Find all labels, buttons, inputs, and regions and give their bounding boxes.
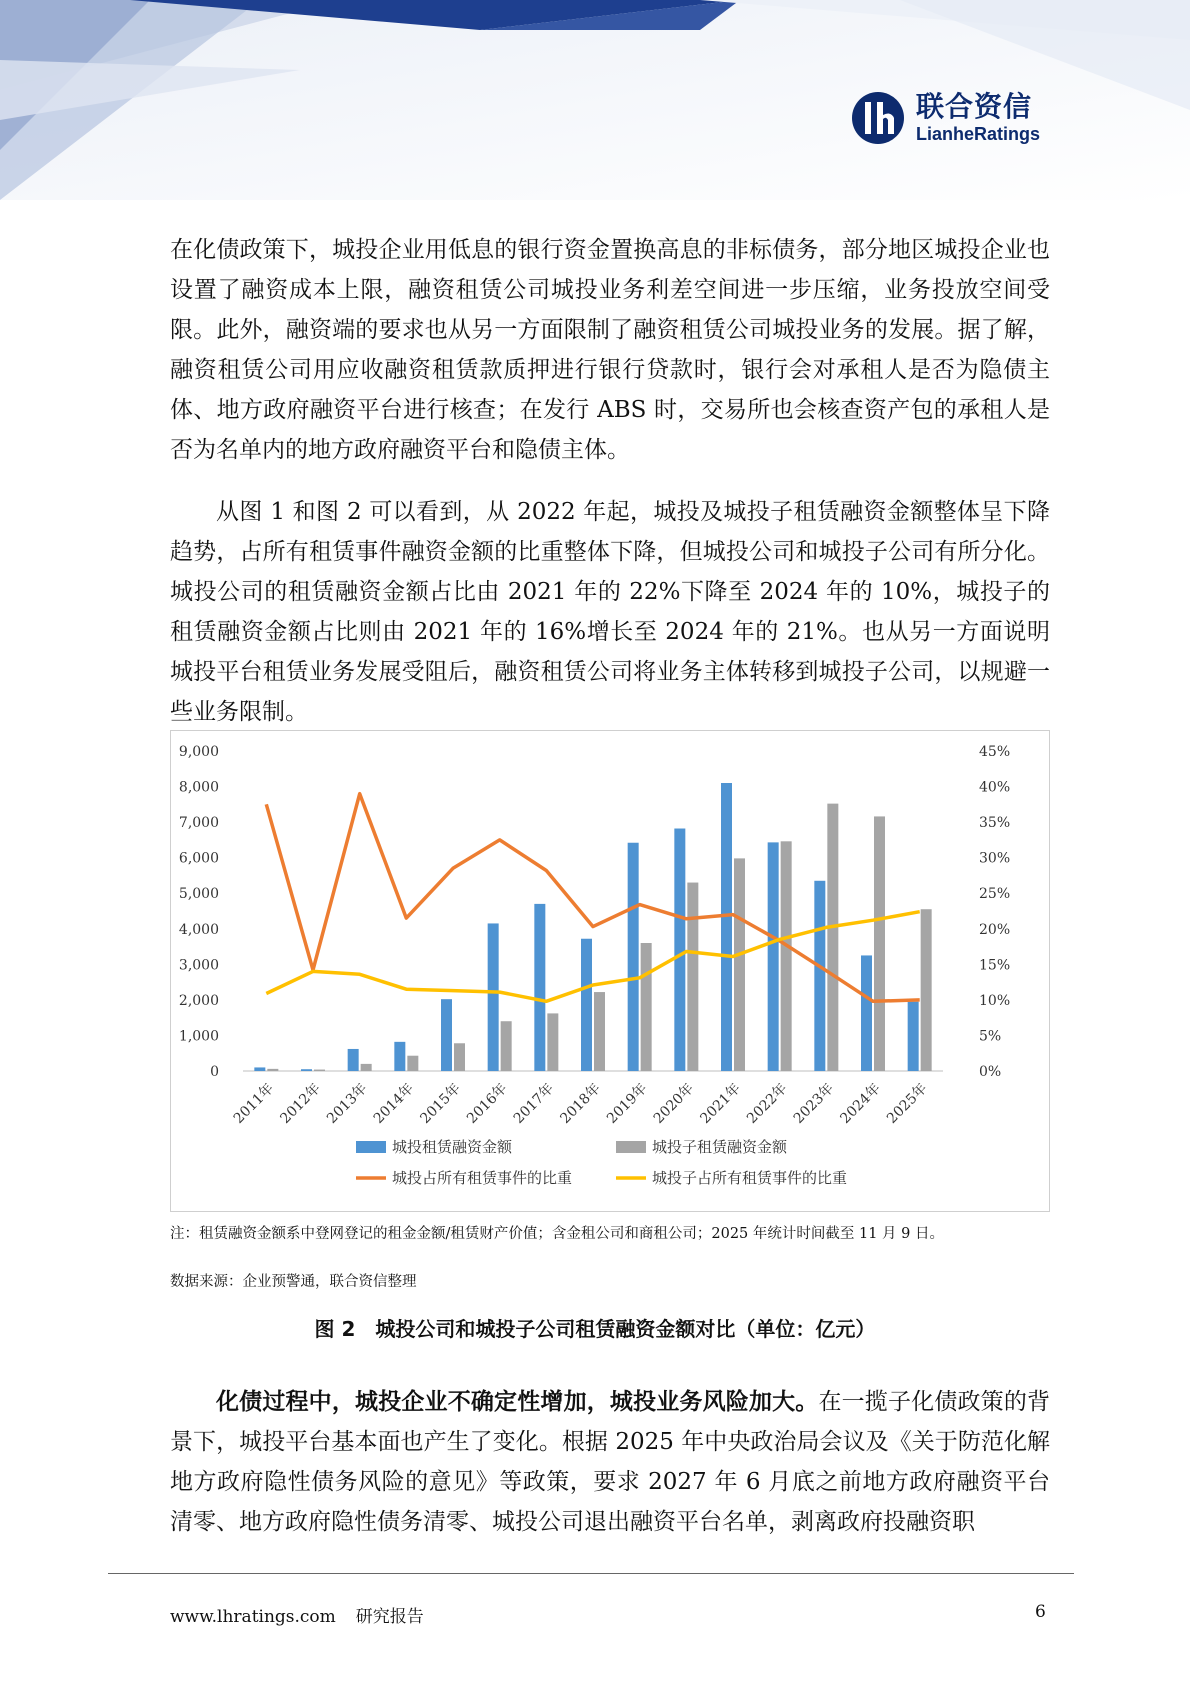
x-axis-tick-label: 2015年 — [417, 1080, 464, 1127]
logo-chinese-name: 联合资信 — [916, 90, 1033, 123]
x-axis-tick-label: 2023年 — [790, 1080, 838, 1127]
x-axis-tick-label: 2020年 — [650, 1080, 698, 1127]
right-axis-tick-label: 5% — [979, 1028, 1002, 1045]
combo-chart — [171, 731, 1049, 1211]
logo-english-name: LianheRatings — [916, 124, 1041, 144]
bar-chengtou — [628, 843, 639, 1071]
page-number: 6 — [1035, 1602, 1046, 1622]
bar-chengtou-sub — [874, 816, 885, 1071]
x-axis-tick-label: 2025年 — [884, 1080, 931, 1127]
bar-chengtou-sub — [454, 1043, 465, 1071]
bar-chengtou-sub — [501, 1021, 512, 1071]
x-axis-tick-label: 2019年 — [604, 1080, 651, 1127]
bar-chengtou-sub — [547, 1013, 558, 1071]
bar-chengtou-sub — [407, 1056, 418, 1071]
x-axis-tick-label: 2018年 — [557, 1080, 604, 1127]
bar-chengtou — [581, 939, 592, 1071]
left-axis-tick-label: 3,000 — [178, 957, 219, 974]
legend-label: 城投占所有租赁事件的比重 — [392, 1169, 573, 1187]
right-axis-tick-label: 20% — [979, 921, 1011, 938]
bar-chengtou — [861, 955, 872, 1071]
bar-chengtou-sub — [641, 943, 652, 1071]
right-axis-tick-label: 15% — [979, 957, 1011, 974]
legend-label: 城投子占所有租赁事件的比重 — [652, 1169, 848, 1187]
left-axis-tick-label: 0 — [210, 1064, 219, 1080]
legend-label: 城投子租赁融资金额 — [652, 1138, 788, 1156]
left-axis-tick-label: 1,000 — [178, 1028, 219, 1045]
x-axis-tick-label: 2014年 — [370, 1080, 418, 1127]
left-axis-tick-label: 5,000 — [178, 886, 219, 903]
paragraph-3-bold: 化债过程中，城投企业不确定性增加，城投业务风险加大。 — [216, 1388, 819, 1415]
left-axis-tick-label: 2,000 — [178, 992, 219, 1009]
x-axis-tick-label: 2024年 — [837, 1080, 884, 1127]
bar-chengtou — [674, 829, 685, 1071]
bar-chengtou — [768, 842, 779, 1071]
bar-chengtou-sub — [921, 909, 932, 1071]
footer-website[interactable]: www.lhratings.com — [170, 1607, 336, 1627]
right-axis-tick-label: 0% — [979, 1064, 1002, 1080]
bar-chengtou-sub — [687, 883, 698, 1071]
paragraph-1: 在化债政策下，城投企业用低息的银行资金置换高息的非标债务，部分地区城投企业也设置了融资成本上限，融资租赁公司城投业务利差空间进一步压缩，业务投放空间受限。此外，融资端的要求也从另一方面限制了融资租赁公司城投业务的发展。据了解，融资租赁公司用应收融资租赁款质押进行银行贷款时，银行会对承租人是否为隐债主体、地方政府融资平台进行核查；在发行 ABS 时，交易所也会核查资产包的承租人是否为名单内的地方政府融资平台和隐债主体。 — [170, 237, 1050, 463]
data-source: 数据来源：企业预警通，联合资信整理 — [170, 1274, 417, 1290]
brand-logo — [850, 90, 1040, 146]
bar-chengtou-sub — [594, 992, 605, 1071]
x-axis-tick-label: 2012年 — [277, 1080, 324, 1127]
bar-chengtou-sub — [361, 1064, 372, 1071]
legend-swatch — [616, 1141, 646, 1153]
x-axis-tick-label: 2022年 — [744, 1080, 791, 1127]
legend-swatch — [356, 1141, 386, 1153]
left-axis-tick-label: 7,000 — [178, 815, 219, 832]
bar-chengtou — [254, 1067, 265, 1071]
footer-label: 研究报告 — [355, 1607, 424, 1627]
x-axis-tick-label: 2017年 — [510, 1080, 558, 1127]
bar-chengtou — [301, 1069, 312, 1071]
legend-label: 城投租赁融资金额 — [392, 1138, 513, 1156]
paragraph-3-text: 在一揽子化债政策的背景下，城投平台基本面也产生了变化。根据 2025 年中央政治局会议及《关于防范化解地方政府隐性债务风险的意见》等政策，要求 2027 年 6 月底之前地方政府融资平台清零、地方政府隐性债务清零、城投公司退出融资平台名单，剥离政府投融资职 — [170, 1389, 1051, 1535]
figure-caption: 图 2 城投公司和城投子公司租赁融资金额对比（单位：亿元） — [314, 1317, 876, 1341]
right-axis-tick-label: 40% — [979, 779, 1011, 796]
bar-chengtou — [488, 923, 499, 1071]
right-axis-tick-label: 35% — [979, 815, 1011, 832]
x-axis-tick-label: 2011年 — [230, 1080, 278, 1127]
bar-chengtou-sub — [314, 1070, 325, 1071]
left-axis-tick-label: 9,000 — [178, 744, 219, 760]
bar-chengtou — [534, 904, 545, 1071]
right-axis-tick-label: 30% — [979, 850, 1011, 867]
bar-chengtou — [814, 881, 825, 1071]
bar-chengtou-sub — [267, 1069, 278, 1071]
bar-chengtou-sub — [827, 804, 838, 1071]
bar-chengtou-sub — [734, 858, 745, 1071]
footer-divider — [108, 1573, 1074, 1574]
bar-chengtou-sub — [781, 841, 792, 1071]
bar-chengtou — [348, 1049, 359, 1071]
bar-chengtou — [441, 999, 452, 1071]
x-axis-tick-label: 2021年 — [697, 1080, 744, 1127]
right-axis-tick-label: 10% — [979, 992, 1011, 1009]
bar-chengtou — [721, 783, 732, 1071]
right-axis-tick-label: 45% — [979, 744, 1011, 760]
left-axis-tick-label: 6,000 — [178, 850, 219, 867]
chart-note: 注：租赁融资金额系中登网登记的租金金额/租赁财产价值；含金租公司和商租公司；2025 年统计时间截至 11 月 9 日。 — [170, 1226, 945, 1242]
x-axis-tick-label: 2013年 — [324, 1080, 371, 1127]
right-axis-tick-label: 25% — [979, 886, 1011, 903]
paragraph-2: 从图 1 和图 2 可以看到，从 2022 年起，城投及城投子租赁融资金额整体呈下降趋势，占所有租赁事件融资金额的比重整体下降，但城投公司和城投子公司有所分化。城投公司的租赁融资金额占比由 2021 年的 22%下降至 2024 年的 10%，城投子的租赁融资金额占比则由 2021 年的 16%增长至 2024 年的 21%。也从另一方面说明城投平台租赁业务发展受阻后，融资租赁公司将业务主体转移到城投子公司，以规避一些业务限制。 — [170, 499, 1050, 725]
footer-left — [170, 1602, 444, 1627]
x-axis-tick-label: 2016年 — [464, 1080, 511, 1127]
left-axis-tick-label: 4,000 — [178, 921, 219, 938]
paragraph-3 — [170, 1382, 1050, 1542]
bar-chengtou — [394, 1042, 405, 1071]
lianhe-logo-icon — [850, 90, 906, 146]
bar-chengtou — [908, 1002, 919, 1071]
chart-container — [170, 730, 1050, 1212]
left-axis-tick-label: 8,000 — [178, 779, 219, 796]
